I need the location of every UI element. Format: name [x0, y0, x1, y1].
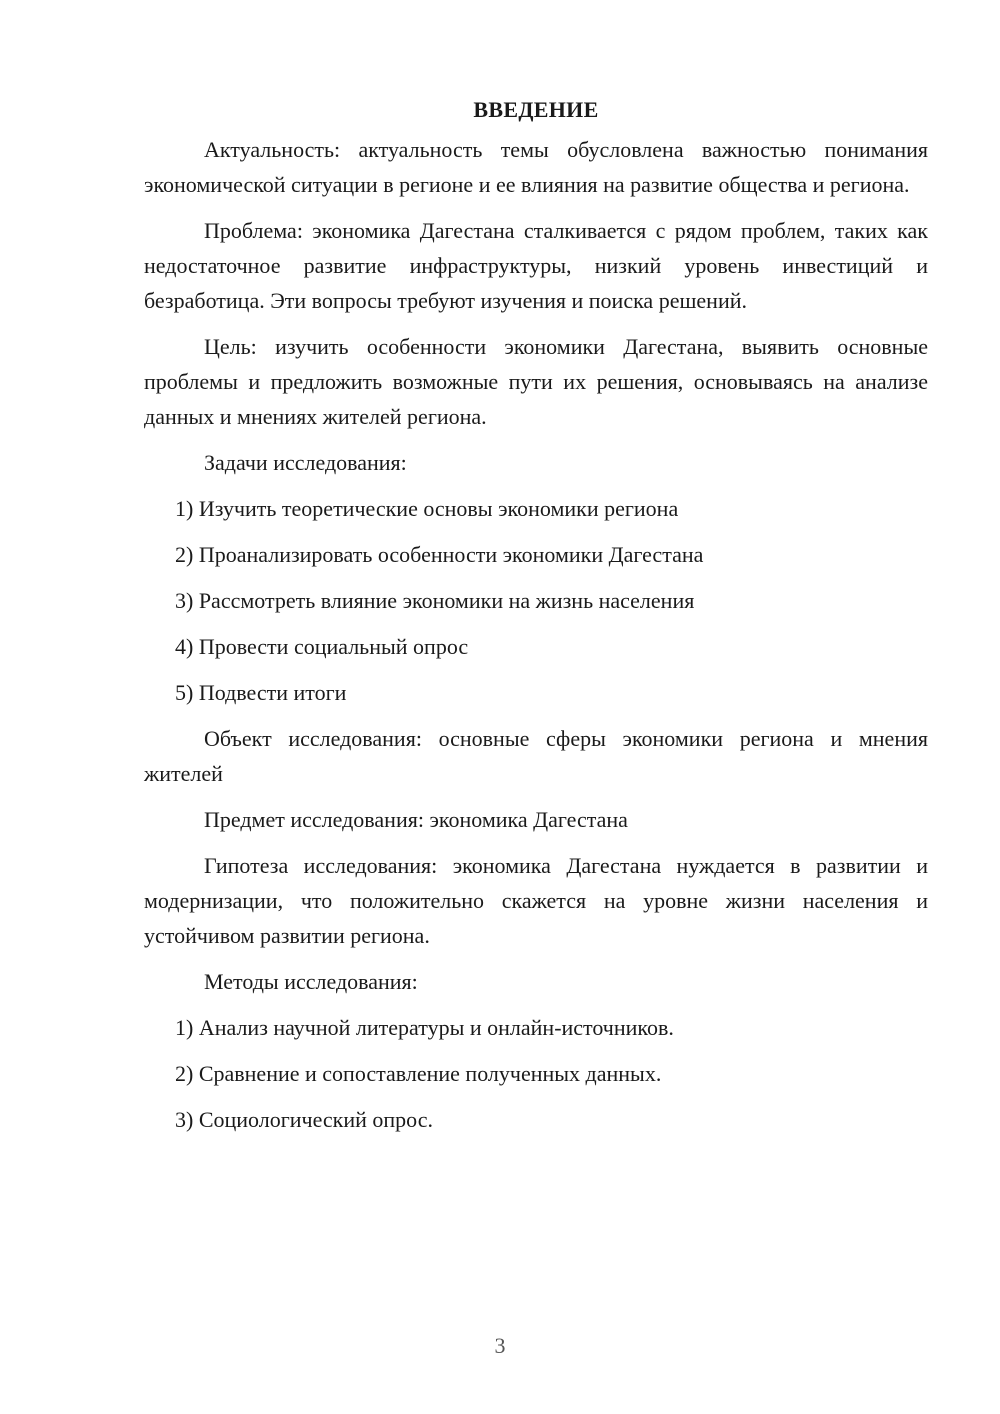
object-paragraph: Объект исследования: основные сферы экономики региона и мнения жителей [144, 726, 928, 786]
goal-paragraph: Цель: изучить особенности экономики Дагестана, выявить основные проблемы и предложить возможные пути их решения, основываясь на анализе данных и мнениях жителей региона. [144, 334, 928, 429]
methods-list [144, 1010, 928, 1137]
problem-paragraph: Проблема: экономика Дагестана сталкивается с рядом проблем, таких как недостаточное развитие инфраструктуры, низкий уровень инвестиций и безработица. Эти вопросы требуют изучения и поиска решений. [144, 218, 928, 313]
relevance-paragraph: Актуальность: актуальность темы обусловлена важностью понимания экономической ситуации в регионе и ее влияния на развитие общества и региона. [144, 137, 928, 197]
section-heading: ВВЕДЕНИЕ [473, 97, 599, 122]
hypothesis-paragraph: Гипотеза исследования: экономика Дагестана нуждается в развитии и модернизации, что положительно скажется на уровне жизни населения и устойчивом развитии региона. [144, 853, 928, 948]
list-item: 2) Проанализировать особенности экономики Дагестана [175, 542, 704, 567]
page-number: 3 [494, 1333, 506, 1358]
list-item: 5) Подвести итоги [175, 680, 347, 705]
document-page [144, 92, 928, 1148]
list-item: 2) Сравнение и сопоставление полученных данных. [175, 1061, 662, 1086]
list-item: 1) Изучить теоретические основы экономики региона [175, 496, 679, 521]
tasks-title: Задачи исследования: [204, 450, 407, 475]
list-item: 3) Рассмотреть влияние экономики на жизнь населения [175, 588, 695, 613]
list-item: 1) Анализ научной литературы и онлайн-источников. [175, 1015, 674, 1040]
tasks-list [144, 491, 928, 710]
subject-paragraph: Предмет исследования: экономика Дагестана [204, 807, 628, 832]
list-item: 4) Провести социальный опрос [175, 634, 469, 659]
list-item: 3) Социологический опрос. [175, 1107, 433, 1132]
methods-title: Методы исследования: [204, 969, 418, 994]
